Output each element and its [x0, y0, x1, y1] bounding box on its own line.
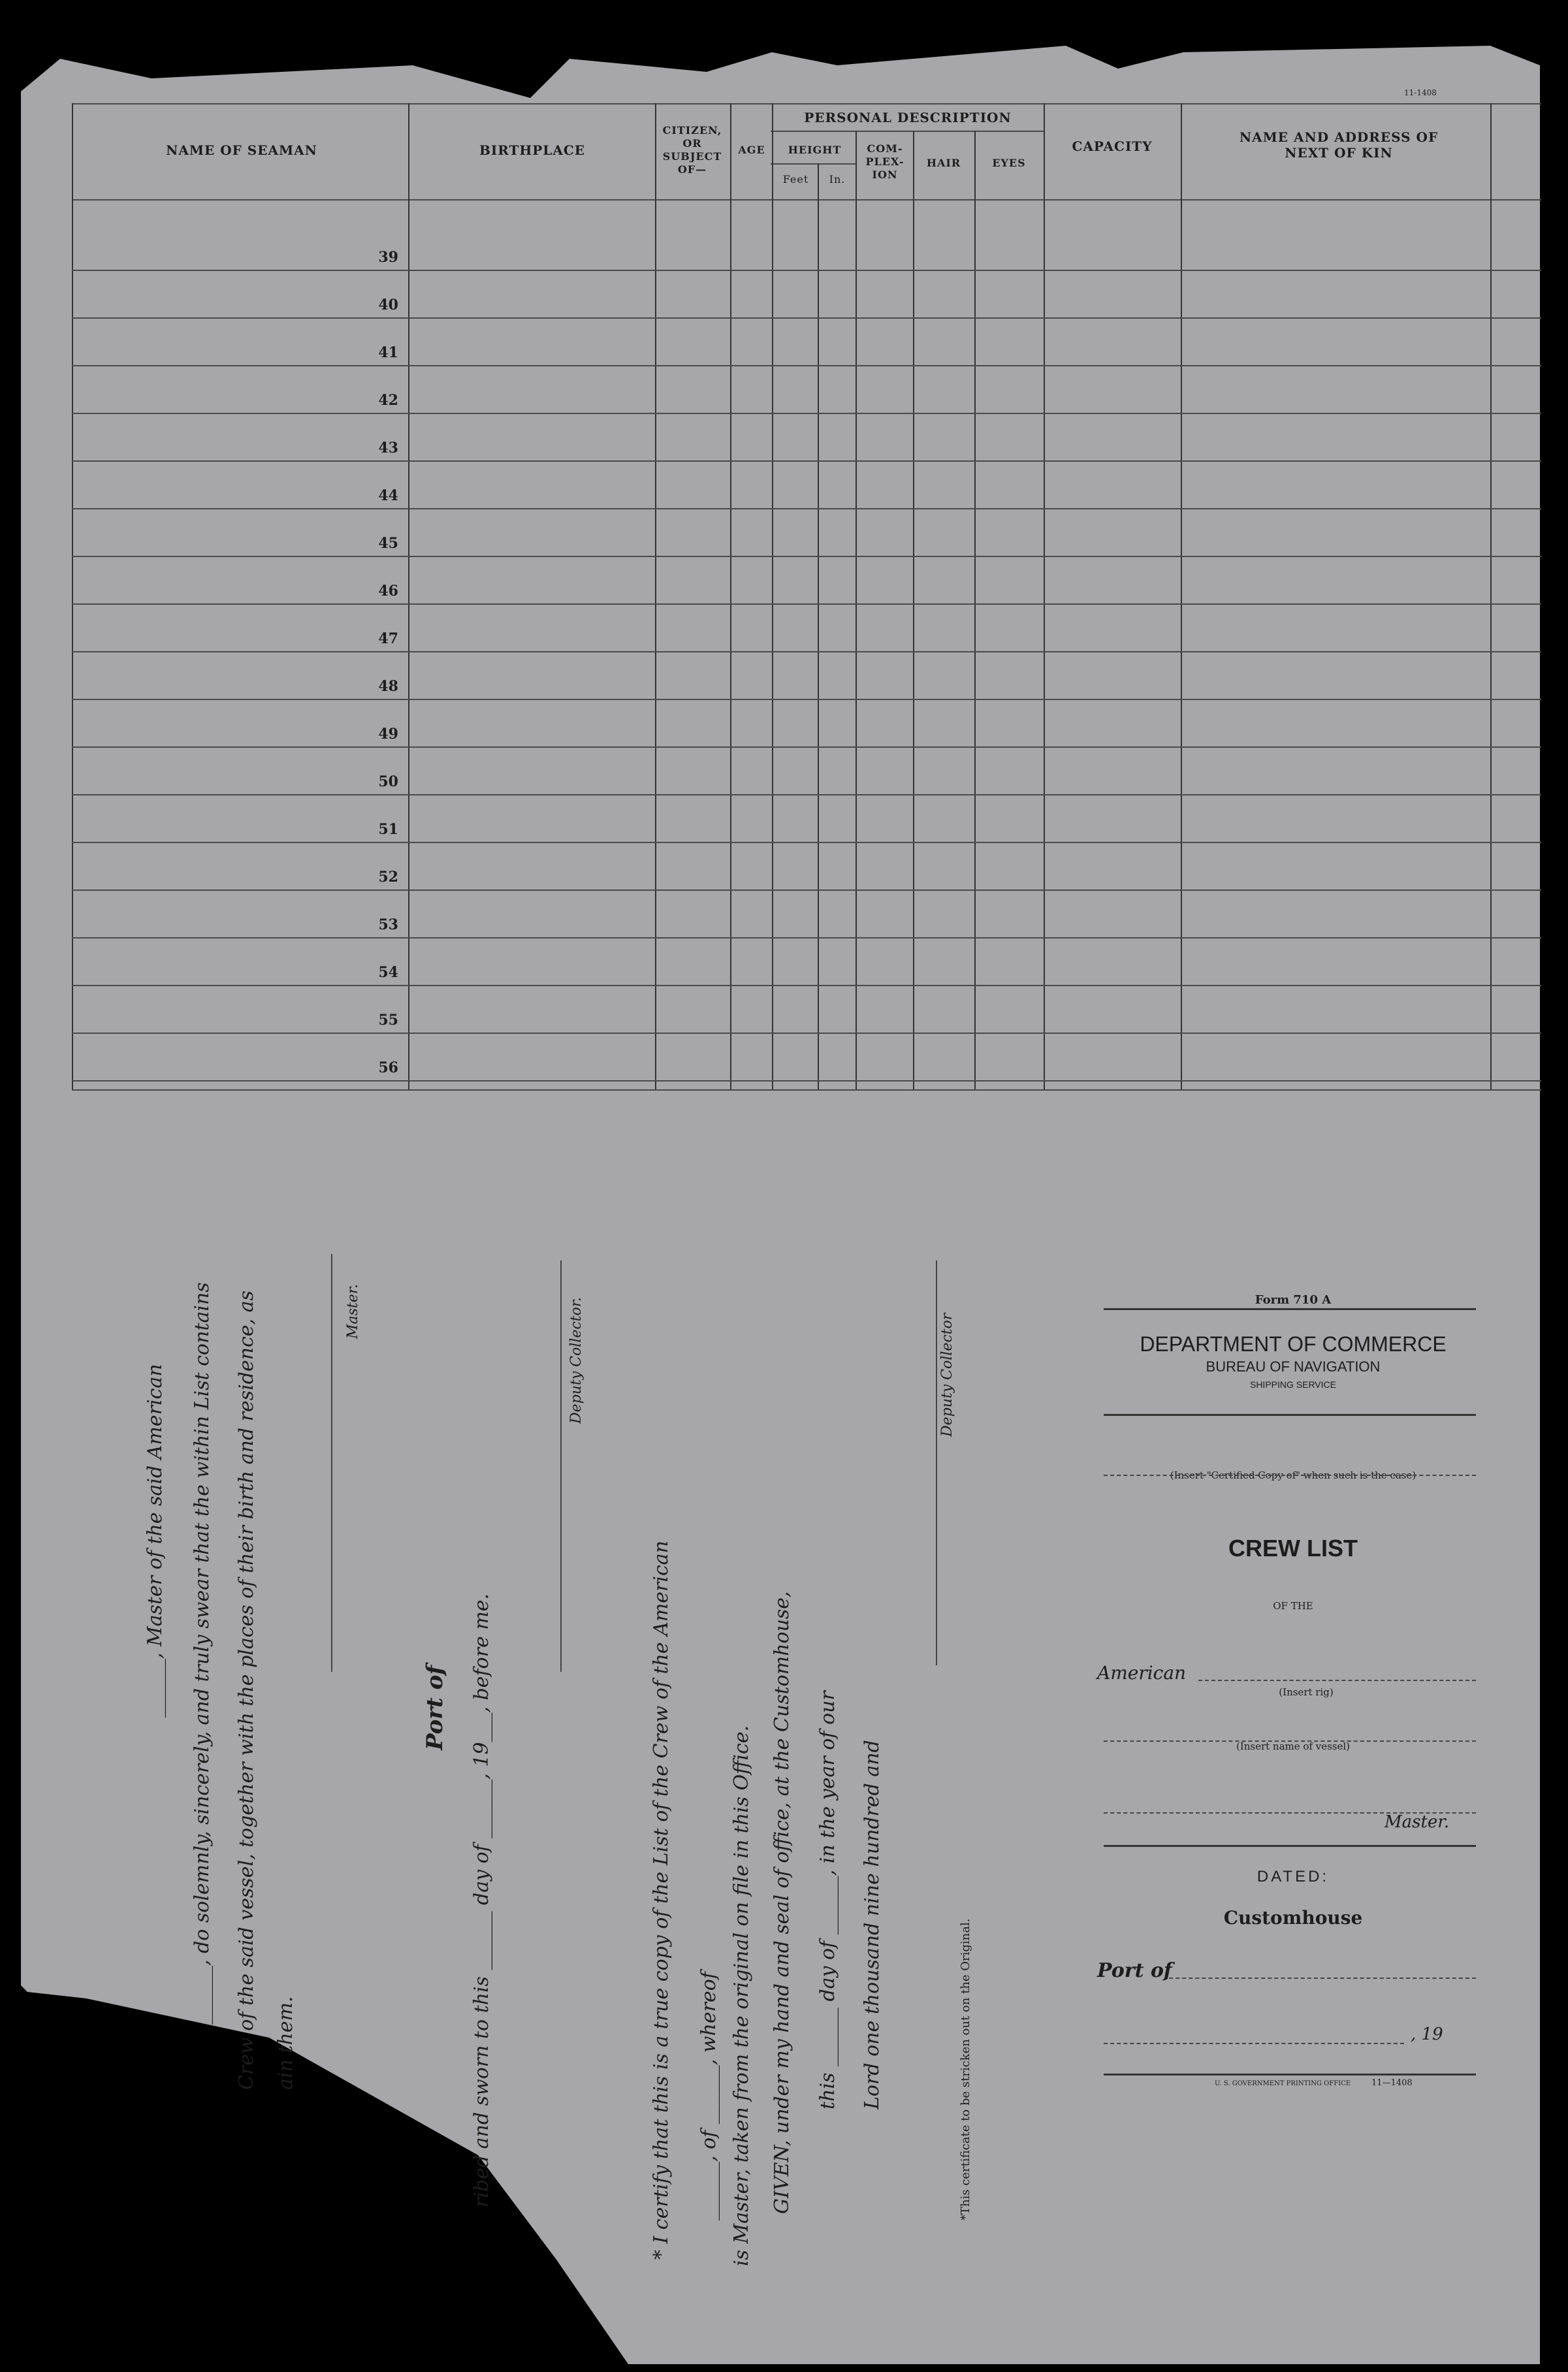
row-number: 44 — [378, 487, 398, 504]
card-of-the: OF THE — [1273, 1600, 1313, 1612]
date-line — [1104, 2043, 1404, 2044]
card-year: , 19 — [1411, 2025, 1443, 2044]
row-number: 56 — [378, 1059, 398, 1076]
table-row — [72, 985, 1541, 986]
col-line — [1181, 103, 1182, 1089]
col-line — [913, 131, 914, 1089]
row-number: 45 — [378, 535, 398, 552]
certificate-deputy-label: Deputy Collector — [939, 1313, 955, 1437]
certificate-line-6: Lord one thousand nine hundred and — [861, 1740, 884, 2109]
certificate-signature-line — [936, 1260, 937, 1665]
col-line — [818, 163, 819, 1089]
card-printer: U. S. GOVERNMENT PRINTING OFFICE — [1215, 2080, 1351, 2087]
table-row — [72, 842, 1541, 843]
header-bottom-line — [72, 199, 1541, 200]
card-service: SHIPPING SERVICE — [1249, 1379, 1336, 1390]
header-age: AGE — [738, 144, 765, 156]
table-row — [72, 413, 1541, 414]
oath-line-2: ______, do solemnly, sincerely, and truly swear that the within List contains — [191, 1282, 214, 2025]
header-inches: In. — [829, 173, 846, 185]
row-number: 41 — [378, 344, 398, 361]
card-rule-3 — [1104, 1845, 1476, 1847]
card-customhouse: Customhouse — [1223, 1907, 1363, 1929]
header-hair: HAIR — [926, 157, 961, 169]
card-master-label: Master. — [1384, 1812, 1450, 1832]
table-row — [72, 794, 1541, 795]
card-rule-2 — [1104, 1414, 1476, 1416]
oath-line-3: Crew of the said vessel, together with the places of their birth and residence, as — [235, 1290, 258, 2090]
oath-sworn-line: ribed and sworn to this ______ day of ______, 19___, before me. — [470, 1593, 493, 2207]
table-row — [72, 651, 1541, 652]
col-line — [730, 103, 731, 1089]
crew-table — [0, 0, 1568, 1097]
header-height: HEIGHT — [788, 144, 842, 156]
row-number: 46 — [378, 583, 398, 600]
personal-sub-line — [771, 131, 1045, 132]
table-row — [72, 365, 1541, 366]
card-title: CREW LIST — [1228, 1535, 1358, 1562]
table-row — [72, 1080, 1541, 1082]
crew-list-card — [1097, 1280, 1489, 2090]
oath-deputy-label: Deputy Collector. — [568, 1297, 584, 1424]
master-signature-line — [331, 1254, 332, 1672]
master-name-line — [1104, 1812, 1476, 1814]
row-number: 55 — [378, 1012, 398, 1029]
table-bottom-line — [72, 1089, 1541, 1091]
header-next-of-kin: NAME AND ADDRESS OF NEXT OF KIN — [1239, 129, 1439, 161]
oath-line-4: ain them. — [274, 1996, 297, 2090]
row-number: 43 — [378, 440, 398, 457]
table-row — [72, 699, 1541, 700]
row-number: 47 — [378, 630, 398, 647]
table-row — [72, 890, 1541, 891]
table-row — [72, 317, 1541, 319]
vessel-name-line — [1104, 1740, 1476, 1742]
col-line — [1490, 103, 1492, 1089]
table-row — [72, 1033, 1541, 1034]
table-row — [72, 603, 1541, 605]
col-line — [408, 103, 409, 1089]
card-form-number: Form 710 A — [1255, 1293, 1332, 1307]
card-vessel-note: (Insert name of vessel) — [1236, 1740, 1351, 1752]
certificate-line-3: is Master, taken from the original on file in this Office. — [730, 1725, 753, 2266]
row-number: 42 — [378, 392, 398, 409]
certified-line — [1104, 1475, 1476, 1476]
col-line — [974, 131, 976, 1089]
header-feet: Feet — [782, 173, 809, 185]
row-number: 53 — [378, 916, 398, 933]
certificate-line-5: this ______ day of ______, in the year of our — [816, 1691, 839, 2109]
header-top-line — [72, 103, 1541, 104]
oath-master-label: Master. — [345, 1284, 361, 1339]
row-number: 54 — [378, 964, 398, 981]
certificate-line-4: GIVEN, under my hand and seal of office, at the Customhouse, — [771, 1591, 793, 2214]
card-port-label: Port of — [1097, 1959, 1172, 1982]
table-row — [72, 270, 1541, 271]
header-birthplace: BIRTHPLACE — [479, 142, 586, 158]
header-eyes: EYES — [992, 157, 1026, 169]
card-dated: DATED: — [1256, 1868, 1330, 1885]
rig-line — [1198, 1680, 1476, 1681]
card-certified-note: (Insert "Certified Copy of" when such is the case) — [1170, 1469, 1416, 1481]
col-line — [772, 103, 773, 1089]
header-capacity: CAPACITY — [1072, 138, 1153, 154]
deputy-signature-line — [560, 1260, 562, 1672]
card-rule-top — [1104, 1308, 1476, 1310]
row-number: 40 — [378, 296, 398, 313]
card-code: 11—1408 — [1371, 2078, 1413, 2088]
header-name: NAME OF SEAMAN — [166, 142, 317, 158]
certificate-line-1: * I certify that this is a true copy of the List of the Crew of the American — [650, 1540, 673, 2260]
certificate-line-2: ______, of ______, whereof — [697, 1972, 720, 2220]
row-number: 39 — [378, 249, 398, 266]
row-number: 51 — [378, 821, 398, 838]
row-number: 49 — [378, 726, 398, 743]
header-citizen: CITIZEN, OR SUBJECT OF— — [662, 124, 722, 176]
table-row — [72, 460, 1541, 462]
col-line — [655, 103, 656, 1089]
certificate-footnote: *This certificate to be stricken out on the Original. — [959, 1918, 972, 2220]
col-line — [1044, 103, 1045, 1089]
table-row — [72, 937, 1541, 938]
row-number: 50 — [378, 773, 398, 790]
header-personal: PERSONAL DESCRIPTION — [804, 110, 1012, 125]
card-rule-bottom — [1104, 2074, 1476, 2076]
oath-line-1: ______, Master of the said American — [144, 1364, 167, 1718]
form-code: 11-1408 — [1404, 88, 1437, 97]
col-line — [856, 131, 857, 1089]
table-row — [72, 746, 1541, 748]
table-row — [72, 556, 1541, 557]
height-sub-line — [771, 163, 856, 165]
row-number: 48 — [378, 678, 398, 695]
row-number: 52 — [378, 869, 398, 886]
card-rig-note: (Insert rig) — [1279, 1686, 1334, 1698]
oath-port-label: Port of — [422, 1665, 448, 1750]
card-bureau: BUREAU OF NAVIGATION — [1206, 1358, 1381, 1375]
col-line — [72, 103, 73, 1089]
card-american: American — [1097, 1662, 1187, 1684]
header-complexion: COM- PLEX- ION — [865, 142, 904, 181]
card-dept: DEPARTMENT OF COMMERCE — [1140, 1332, 1447, 1356]
port-line — [1169, 1978, 1476, 1979]
table-row — [72, 508, 1541, 509]
